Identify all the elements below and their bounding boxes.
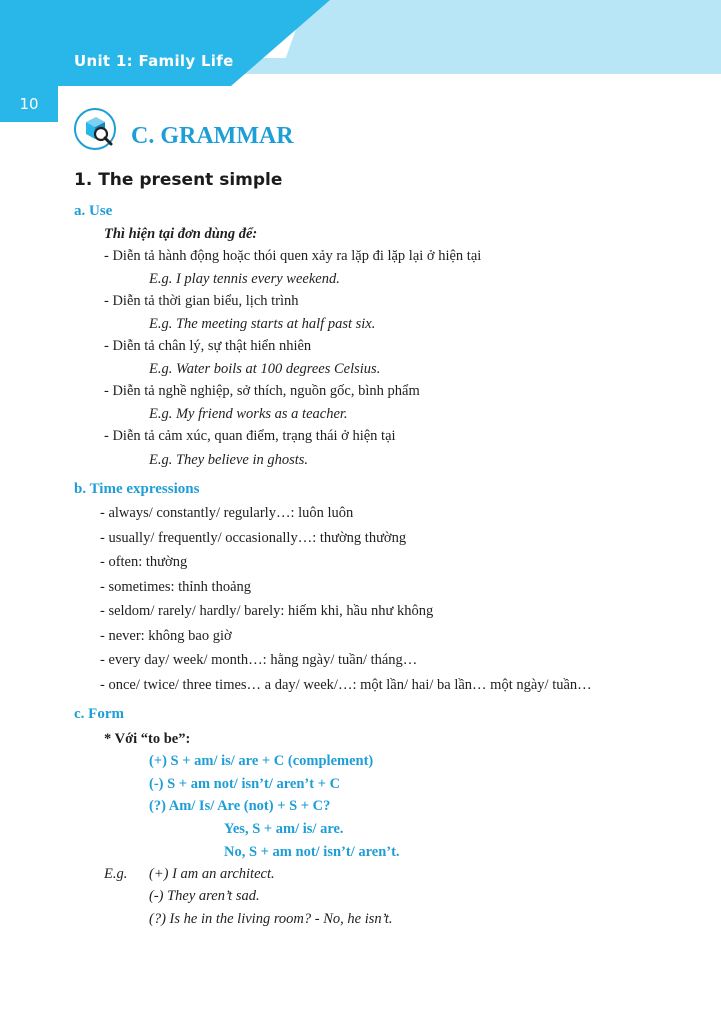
use-example: E.g. The meeting starts at half past six. [149, 316, 376, 332]
use-intro: Thì hiện tại đơn dùng để: [104, 226, 258, 242]
use-item: - Diễn tả hành động hoặc thói quen xảy ra lặp đi lặp lại ở hiện tại [104, 248, 482, 264]
form-positive: (+) S + am/ is/ are + C (complement) [149, 753, 374, 769]
form-example: (+) I am an architect. [149, 866, 275, 882]
form-answer-yes: Yes, S + am/ is/ are. [224, 821, 344, 837]
section-title: C. GRAMMAR [131, 123, 294, 149]
use-item: - Diễn tả nghề nghiệp, sở thích, nguồn gốc, bình phẩm [104, 383, 420, 399]
form-question: (?) Am/ Is/ Are (not) + S + C? [149, 798, 331, 814]
topic-title: 1. The present simple [74, 170, 283, 190]
unit-title: Unit 1: Family Life [74, 52, 234, 70]
use-example: E.g. Water boils at 100 degrees Celsius. [149, 361, 381, 377]
time-expression-item: - usually/ frequently/ occasionally…: thường thường [100, 530, 407, 546]
form-example: (-) They aren’t sad. [149, 888, 260, 904]
time-expression-item: - seldom/ rarely/ hardly/ barely: hiếm khi, hầu như không [100, 603, 434, 619]
form-eg-label: E.g. [104, 866, 128, 882]
time-expression-item: - every day/ week/ month…: hằng ngày/ tuần/ tháng… [100, 652, 418, 668]
use-item: - Diễn tả thời gian biểu, lịch trình [104, 293, 299, 309]
time-expressions-heading: b. Time expressions [74, 481, 200, 497]
magnifier-box-icon [74, 108, 116, 150]
form-answer-no: No, S + am not/ isn’t/ aren’t. [224, 844, 400, 860]
use-heading: a. Use [74, 203, 113, 219]
use-example: E.g. They believe in ghosts. [149, 452, 309, 468]
use-item: - Diễn tả cảm xúc, quan điểm, trạng thái ở hiện tại [104, 428, 396, 444]
form-negative: (-) S + am not/ isn’t/ aren’t + C [149, 776, 341, 792]
time-expression-item: - once/ twice/ three times… a day/ week/…: một lần/ hai/ ba lần… một ngày/ tuần… [100, 677, 592, 693]
time-expression-item: - never: không bao giờ [100, 628, 232, 644]
use-example: E.g. I play tennis every weekend. [149, 271, 340, 287]
form-example: (?) Is he in the living room? - No, he isn’t. [149, 911, 393, 927]
time-expression-item: - always/ constantly/ regularly…: luôn luôn [100, 505, 354, 521]
page-number: 10 [0, 86, 58, 122]
form-intro: * Với “to be”: [104, 731, 191, 747]
time-expression-item: - often: thường [100, 554, 188, 570]
use-item: - Diễn tả chân lý, sự thật hiển nhiên [104, 338, 312, 354]
use-example: E.g. My friend works as a teacher. [149, 406, 348, 422]
time-expression-item: - sometimes: thỉnh thoảng [100, 579, 252, 595]
form-heading: c. Form [74, 706, 124, 722]
